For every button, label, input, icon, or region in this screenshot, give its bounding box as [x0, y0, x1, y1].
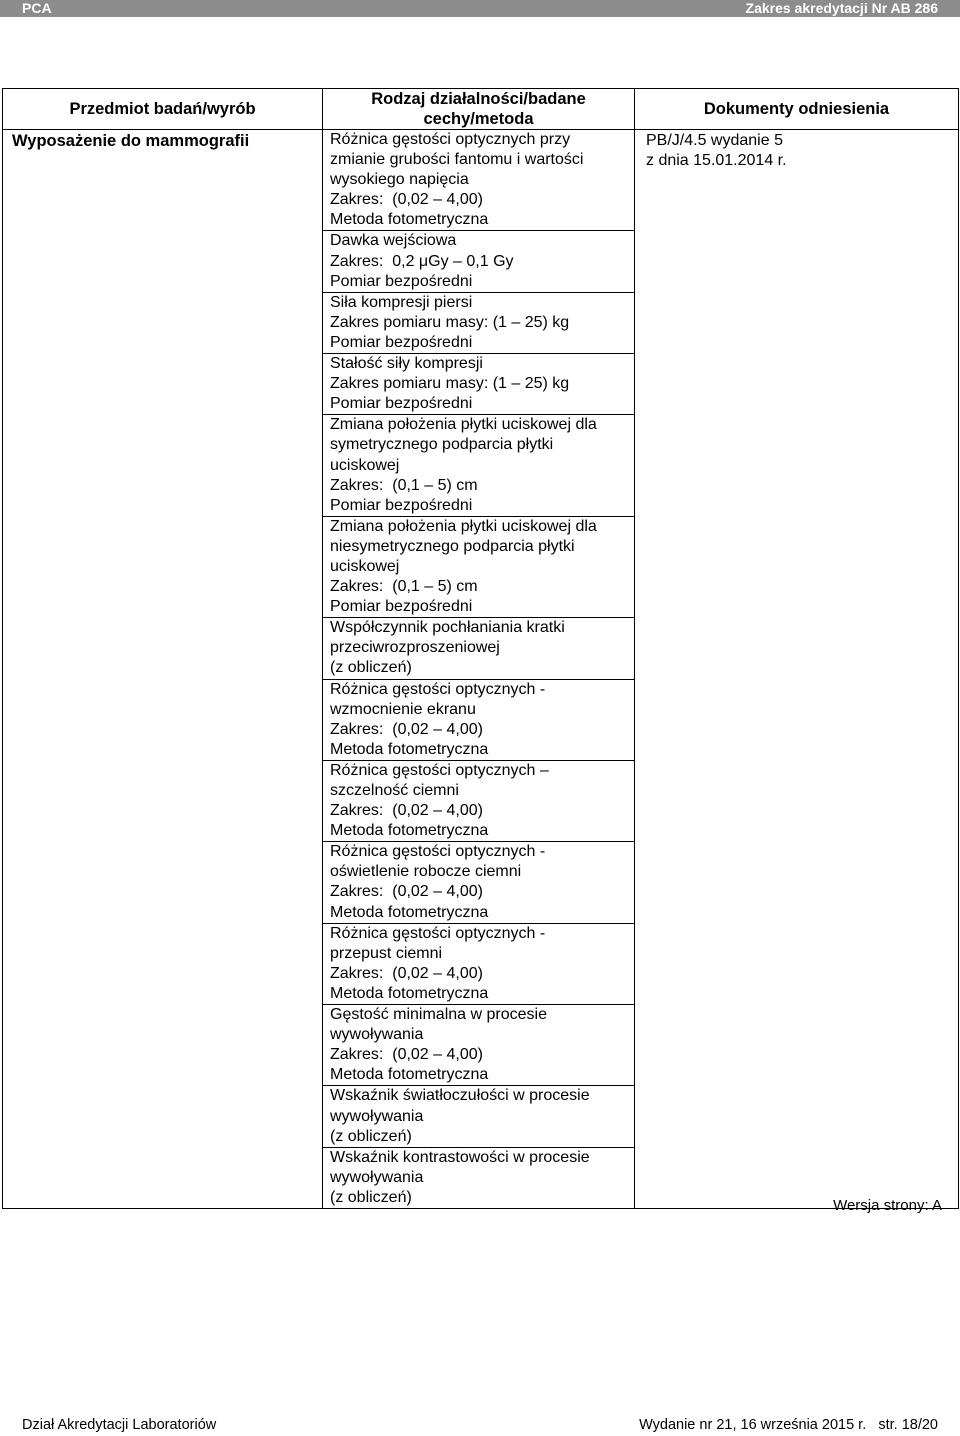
method-line: Zmiana położenia płytki uciskowej dla: [330, 517, 597, 535]
method-line: Gęstość minimalna w procesie: [330, 1006, 547, 1024]
table-header-row: [3, 89, 959, 130]
methods-cell: [323, 130, 635, 1209]
method-line: Różnica gęstości optycznych –: [330, 761, 549, 779]
method-item: [323, 842, 634, 923]
method-line: Metoda fotometryczna: [330, 903, 489, 921]
method-line: Różnica gęstości optycznych -: [330, 680, 546, 698]
method-line: (z obliczeń): [330, 1127, 412, 1145]
footer-department: Dział Akredytacji Laboratoriów: [22, 1417, 217, 1433]
method-line: Zakres pomiaru masy: (1 – 25) kg: [330, 313, 570, 331]
footer-page-number: str. 18/20: [878, 1417, 938, 1433]
method-line: oświetlenie robocze ciemni: [330, 863, 522, 881]
method-line: zmianie grubości fantomu i wartości: [330, 151, 584, 169]
documents-cell: [635, 130, 959, 1209]
method-line: wysokiego napięcia: [330, 171, 469, 189]
method-line: Różnica gęstości optycznych przy: [330, 131, 571, 148]
col-header-subject: Przedmiot badań/wyrób: [3, 89, 323, 130]
method-item: [323, 1086, 634, 1147]
method-line: Współczynnik pochłaniania kratki: [330, 619, 565, 637]
method-line: Metoda fotometryczna: [330, 822, 489, 840]
method-item: [323, 1005, 634, 1086]
subject-text: Wyposażenie do mammografii: [12, 132, 250, 150]
method-line: Dawka wejściowa: [330, 232, 457, 250]
method-line: Zakres: (0,02 – 4,00): [330, 883, 483, 901]
method-line: Zakres: (0,1 – 5) cm: [330, 578, 478, 596]
method-item: [323, 924, 634, 1005]
method-line: Zakres: (0,02 – 4,00): [330, 964, 483, 982]
subject-cell: [3, 130, 323, 1209]
method-line: przepust ciemni: [330, 944, 443, 962]
method-line: wywoływania: [330, 1026, 424, 1044]
method-item: [323, 293, 634, 354]
method-line: Różnica gęstości optycznych -: [330, 924, 546, 942]
method-line: Siła kompresji piersi: [330, 293, 473, 311]
method-line: Zakres: (0,02 – 4,00): [330, 191, 483, 209]
method-line: wzmocnienie ekranu: [330, 700, 476, 718]
method-line: Zakres: (0,02 – 4,00): [330, 720, 483, 738]
method-line: wywoływania: [330, 1168, 424, 1186]
document-line: PB/J/4.5 wydanie 5: [646, 132, 783, 149]
document-line: z dnia 15.01.2014 r.: [646, 152, 787, 170]
method-line: Pomiar bezpośredni: [330, 333, 473, 351]
header-title: Zakres akredytacji Nr AB 286: [745, 0, 938, 16]
accreditation-table: [2, 88, 959, 1209]
method-line: Stałość siły kompresji: [330, 355, 483, 373]
header-org: PCA: [22, 0, 52, 16]
table-row: [3, 130, 959, 1209]
method-line: Wskaźnik kontrastowości w procesie: [330, 1148, 590, 1166]
footer-edition: Wydanie nr 21, 16 września 2015 r.: [639, 1417, 867, 1433]
method-item: [323, 517, 634, 618]
method-item: [323, 130, 634, 231]
method-line: przeciwrozproszeniowej: [330, 639, 500, 657]
method-line: (z obliczeń): [330, 659, 412, 677]
method-line: Zakres pomiaru masy: (1 – 25) kg: [330, 375, 570, 393]
col-header-method: Rodzaj działalności/badane cechy/metoda: [323, 89, 635, 130]
documents-text: [636, 131, 957, 171]
method-line: Zakres: (0,1 – 5) cm: [330, 476, 478, 494]
method-line: Wskaźnik światłoczułości w procesie: [330, 1087, 590, 1105]
method-line: symetrycznego podparcia płytki: [330, 436, 554, 454]
method-item: [323, 354, 634, 415]
method-line: szczelność ciemni: [330, 782, 459, 799]
method-line: Pomiar bezpośredni: [330, 395, 473, 413]
method-line: Zmiana położenia płytki uciskowej dla: [330, 416, 597, 434]
method-line: Zakres: (0,02 – 4,00): [330, 802, 483, 820]
method-item: [323, 231, 634, 292]
footer-edition-page: [639, 1417, 938, 1433]
method-line: uciskowej: [330, 456, 400, 474]
method-line: niesymetrycznego podparcia płytki: [330, 537, 575, 555]
page-header-bar: [0, 0, 960, 17]
page-version: Wersja strony: A: [833, 1197, 942, 1214]
method-line: (z obliczeń): [330, 1188, 412, 1206]
method-line: Zakres: 0,2 μGy – 0,1 Gy: [330, 252, 514, 270]
method-line: Pomiar bezpośredni: [330, 598, 473, 616]
method-item: [323, 680, 634, 761]
method-line: Metoda fotometryczna: [330, 1066, 489, 1084]
method-line: uciskowej: [330, 557, 400, 575]
method-item: [323, 1148, 634, 1208]
method-line: Pomiar bezpośredni: [330, 496, 473, 514]
col-header-documents: Dokumenty odniesienia: [635, 89, 959, 130]
method-item: [323, 618, 634, 679]
method-line: Metoda fotometryczna: [330, 211, 489, 229]
method-line: Zakres: (0,02 – 4,00): [330, 1046, 483, 1064]
method-item: [323, 415, 634, 516]
method-line: Pomiar bezpośredni: [330, 272, 473, 290]
method-line: Różnica gęstości optycznych -: [330, 843, 546, 861]
method-line: Metoda fotometryczna: [330, 740, 489, 758]
method-line: Metoda fotometryczna: [330, 984, 489, 1002]
method-line: wywoływania: [330, 1107, 424, 1125]
method-item: [323, 761, 634, 842]
